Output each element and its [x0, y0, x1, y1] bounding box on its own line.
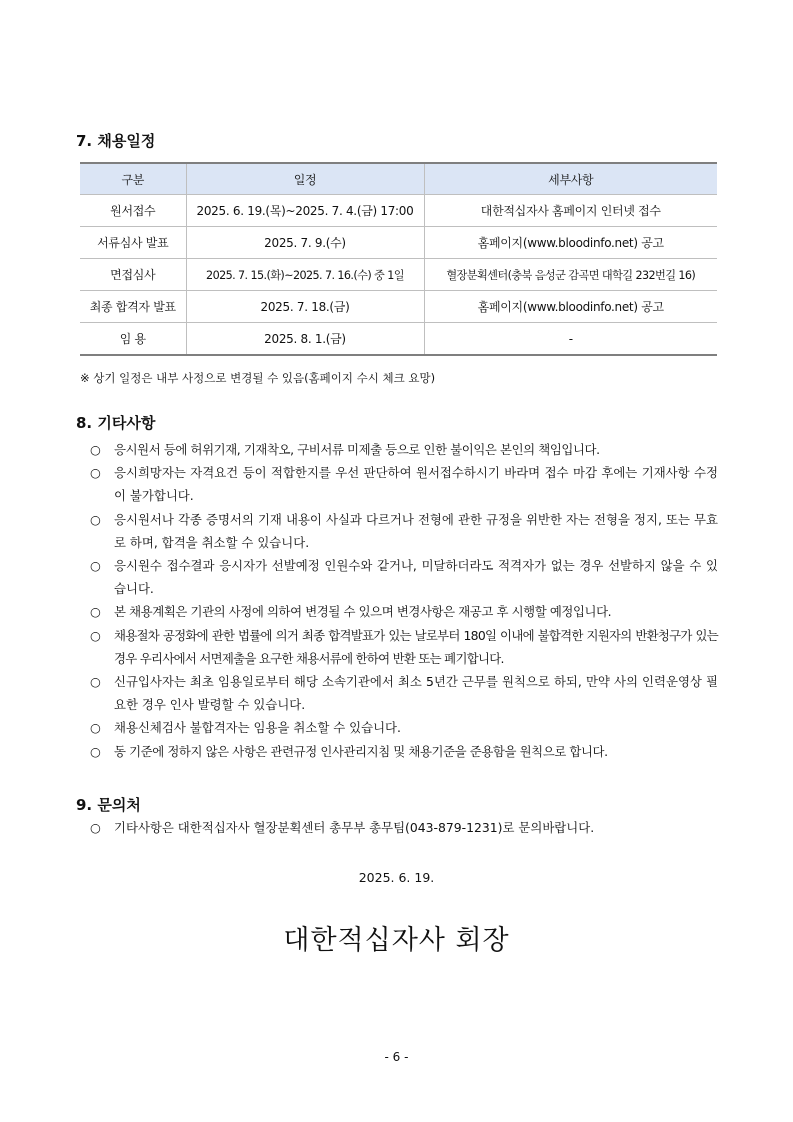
table-cell: -	[424, 323, 717, 356]
signer-title: 대한적십자사 회장	[283, 925, 510, 956]
list-item-text: 본 채용계획은 기관의 사정에 의하여 변경될 수 있으며 변경사항은 재공고 후 시행할 예정입니다.	[114, 604, 612, 620]
circle-bullet-icon: ○	[90, 442, 101, 457]
schedule-section-title: 7. 채용일정	[76, 132, 156, 150]
table-row	[80, 227, 717, 259]
circle-bullet-icon: ○	[90, 720, 101, 736]
schedule-table	[80, 162, 717, 356]
list-item	[90, 740, 718, 763]
table-header-cell: 일정	[186, 163, 424, 195]
misc-list	[90, 438, 718, 763]
table-cell: 홈페이지(www.bloodinfo.net) 공고	[424, 227, 717, 259]
table-row	[80, 259, 717, 291]
table-row	[80, 323, 717, 356]
table-cell: 최종 합격자 발표	[80, 291, 186, 323]
table-row	[80, 291, 717, 323]
list-item	[90, 624, 718, 670]
misc-section-title: 8. 기타사항	[76, 414, 156, 432]
table-cell: 서류심사 발표	[80, 227, 186, 259]
issue-date: 2025. 6. 19.	[358, 870, 435, 885]
list-item-text: 응시원서 등에 허위기재, 기재착오, 구비서류 미제출 등으로 인한 불이익은 본인의 책임입니다.	[114, 442, 600, 457]
list-item-text: 응시원수 접수결과 응시자가 선발예정 인원수와 같거나, 미달하더라도 적격자가 없는 경우 선발하지 않을 수 있습니다.	[114, 558, 718, 597]
list-item	[90, 508, 718, 554]
circle-bullet-icon: ○	[90, 511, 101, 527]
table-cell: 2025. 7. 18.(금)	[186, 291, 424, 323]
list-item	[90, 554, 718, 600]
table-cell: 혈장분획센터(충북 음성군 감곡면 대학길 232번길 16)	[424, 259, 717, 291]
table-cell: 2025. 8. 1.(금)	[186, 323, 424, 356]
contact-section-title: 9. 문의처	[76, 796, 141, 814]
circle-bullet-icon: ○	[90, 674, 101, 690]
table-header-cell: 구분	[80, 163, 186, 195]
table-cell: 원서접수	[80, 195, 186, 227]
circle-bullet-icon: ○	[90, 820, 101, 835]
table-cell: 면접심사	[80, 259, 186, 291]
list-item	[90, 816, 718, 839]
table-cell: 대한적십자사 홈페이지 인터넷 접수	[424, 195, 717, 227]
circle-bullet-icon: ○	[90, 604, 101, 620]
circle-bullet-icon: ○	[90, 743, 101, 759]
table-cell: 2025. 6. 19.(목)~2025. 7. 4.(금) 17:00	[186, 195, 424, 227]
list-item-text: 응시원서나 각종 증명서의 기재 내용이 사실과 다르거나 전형에 관한 규정을 위반한 자는 전형을 정지, 또는 무효로 하며, 합격을 취소할 수 있습니다.	[114, 511, 718, 550]
list-item	[90, 438, 718, 461]
list-item-text: 기타사항은 대한적십자사 혈장분획센터 총무부 총무팀(043-879-1231)로 문의바랍니다.	[114, 820, 595, 835]
contact-list	[90, 816, 718, 839]
table-cell: 홈페이지(www.bloodinfo.net) 공고	[424, 291, 717, 323]
table-header-cell: 세부사항	[424, 163, 717, 195]
list-item	[90, 600, 718, 623]
table-row	[80, 195, 717, 227]
table-cell: 임 용	[80, 323, 186, 356]
list-item	[90, 670, 718, 716]
page-number: - 6 -	[384, 1050, 409, 1064]
list-item-text: 동 기준에 정하지 않은 사항은 관련규정 인사관리지침 및 채용기준을 준용함을 원칙으로 합니다.	[114, 743, 608, 759]
list-item-text: 채용신체검사 불합격자는 임용을 취소할 수 있습니다.	[114, 720, 401, 736]
list-item-text: 응시희망자는 자격요건 등이 적합한지를 우선 판단하여 원서접수하시기 바라며 접수 마감 후에는 기재사항 수정이 불가합니다.	[114, 465, 718, 504]
circle-bullet-icon: ○	[90, 627, 101, 643]
circle-bullet-icon: ○	[90, 558, 101, 574]
table-cell: 2025. 7. 15.(화)~2025. 7. 16.(수) 중 1일	[186, 259, 424, 291]
table-header-row	[80, 163, 717, 195]
list-item-text: 채용절차 공정화에 관한 법률에 의거 최종 합격발표가 있는 날로부터 180일 이내에 불합격한 지원자의 반환청구가 있는 경우 우리사에서 서면제출을 요구한 채용서류에 한하여 반환 또는 폐기합니다.	[114, 627, 718, 666]
list-item	[90, 461, 718, 507]
schedule-note: ※ 상기 일정은 내부 사정으로 변경될 수 있음(홈페이지 수시 체크 요망)	[80, 371, 436, 385]
list-item-text: 신규입사자는 최초 임용일로부터 해당 소속기관에서 최소 5년간 근무를 원칙으로 하되, 만약 사의 인력운영상 필요한 경우 인사 발령할 수 있습니다.	[114, 674, 718, 713]
circle-bullet-icon: ○	[90, 465, 101, 481]
table-cell: 2025. 7. 9.(수)	[186, 227, 424, 259]
list-item	[90, 716, 718, 739]
